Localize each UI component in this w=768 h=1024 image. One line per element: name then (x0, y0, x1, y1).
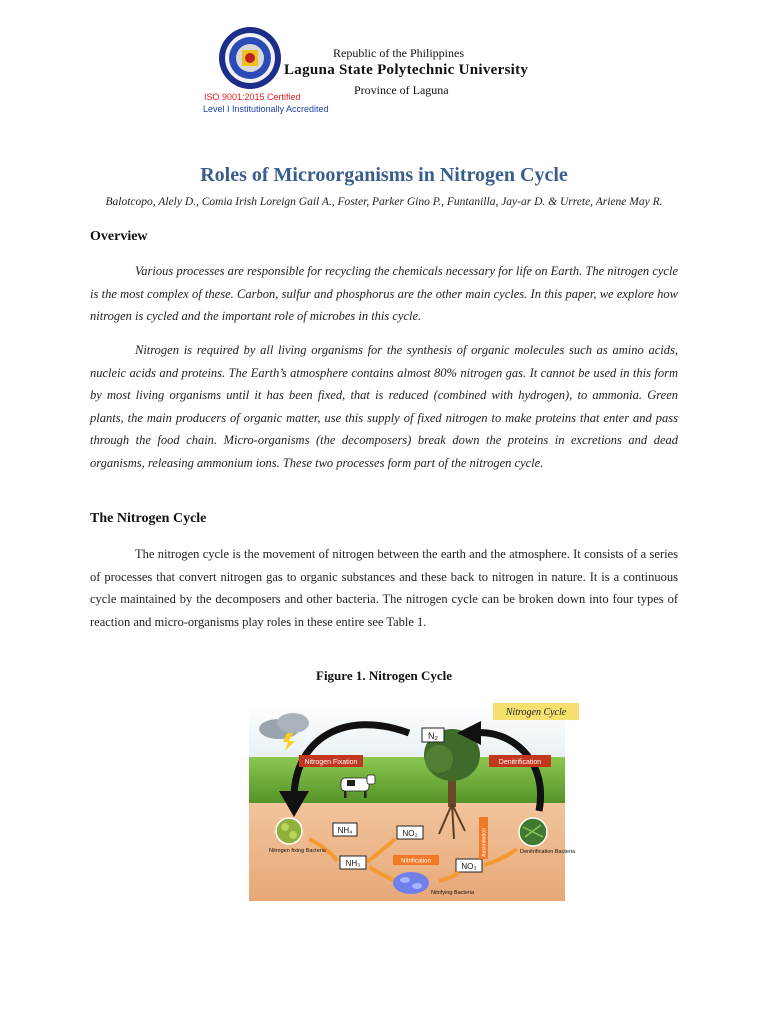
overview-paragraph-2: Nitrogen is required by all living organisms for the synthesis of organic molecules such as amino acids, nucleic acids and proteins. The Earth’s atmosphere contains almost 80% nitrogen gas. It cannot be used in this form by most living organisms until it has been fixed, that is reduced (combined with hydrogen), to ammonia. Green plants, the main producers of organic matter, use this supply of fixed nitrogen to make proteins that enter and pass through the food chain. Micro-organisms (the decomposers) break down the proteins in excretions and dead organisms, releasing ammonium ions. These two processes form part of the nitrogen cycle. (90, 343, 678, 470)
nitrogen-fixation-label: Nitrogen Fixation (304, 759, 358, 766)
denitrification-bacteria-icon (519, 818, 547, 846)
nitrogen-cycle-heading: The Nitrogen Cycle (90, 511, 207, 526)
nitrogen-fixing-bacteria-icon (276, 818, 302, 844)
no2-label: NO₂ (402, 829, 418, 838)
nh3-label: NH₃ (345, 859, 361, 868)
denitrification-bacteria-label: Denitrification Bacteria (520, 849, 576, 855)
no3-label: NO₃ (461, 862, 477, 871)
iso-certification: ISO 9001:2015 Certified (204, 92, 301, 102)
university-name: Laguna State Polytechnic University (284, 62, 529, 78)
nitrifying-bacteria-label: Nitrifying Bacteria (431, 890, 475, 896)
document-header (0, 0, 768, 120)
nh4-label: NH₄ (337, 826, 353, 835)
overview-heading: Overview (90, 229, 148, 244)
overview-paragraph-1: Various processes are responsible for recycling the chemicals necessary for life on Earth. The nitrogen cycle is the most complex of these. Carbon, sulfur and phosphorus are the other main cycles. In this paper, we explore how nitrogen is cycled and the important role of microbes in this cycle. (90, 264, 678, 323)
republic-line: Republic of the Philippines (333, 46, 464, 60)
nitrification-label: Nitrification (401, 858, 431, 865)
denitrification-label: Denitrification (498, 759, 542, 766)
accreditation-line: Level I Institutionally Accredited (203, 104, 329, 114)
university-seal-icon (218, 26, 282, 90)
assimilation-label: Assimilation (481, 827, 488, 857)
nitrogen-cycle-badge: Nitrogen Cycle (505, 707, 567, 718)
n2-label: N₂ (428, 731, 438, 741)
nitrifying-bacteria-icon (393, 872, 429, 894)
province-line: Province of Laguna (354, 83, 449, 97)
figure-caption: Figure 1. Nitrogen Cycle (316, 668, 452, 683)
nitrogen-cycle-paragraph: The nitrogen cycle is the movement of nitrogen between the earth and the atmosphere. It consists of a series of processes that convert nitrogen gas to organic substances and these back to nitrogen in nature. It is a continuous cycle maintained by the decomposers and other bacteria. The nitrogen cycle can be broken down into four types of reaction and micro-organisms play roles in these entire see Table 1. (90, 547, 678, 629)
paper-title: Roles of Microorganisms in Nitrogen Cycle (200, 164, 568, 186)
nitrogen-cycle-figure (249, 699, 576, 901)
author-list: Balotcopo, Alely D., Comia Irish Loreign Gail A., Foster, Parker Gino P., Funtanilla, Jay-ar D. & Urrete, Ariene May R. (105, 196, 663, 208)
nitrogen-fixing-bacteria-label: Nitrogen fixing Bacteria (269, 848, 326, 854)
